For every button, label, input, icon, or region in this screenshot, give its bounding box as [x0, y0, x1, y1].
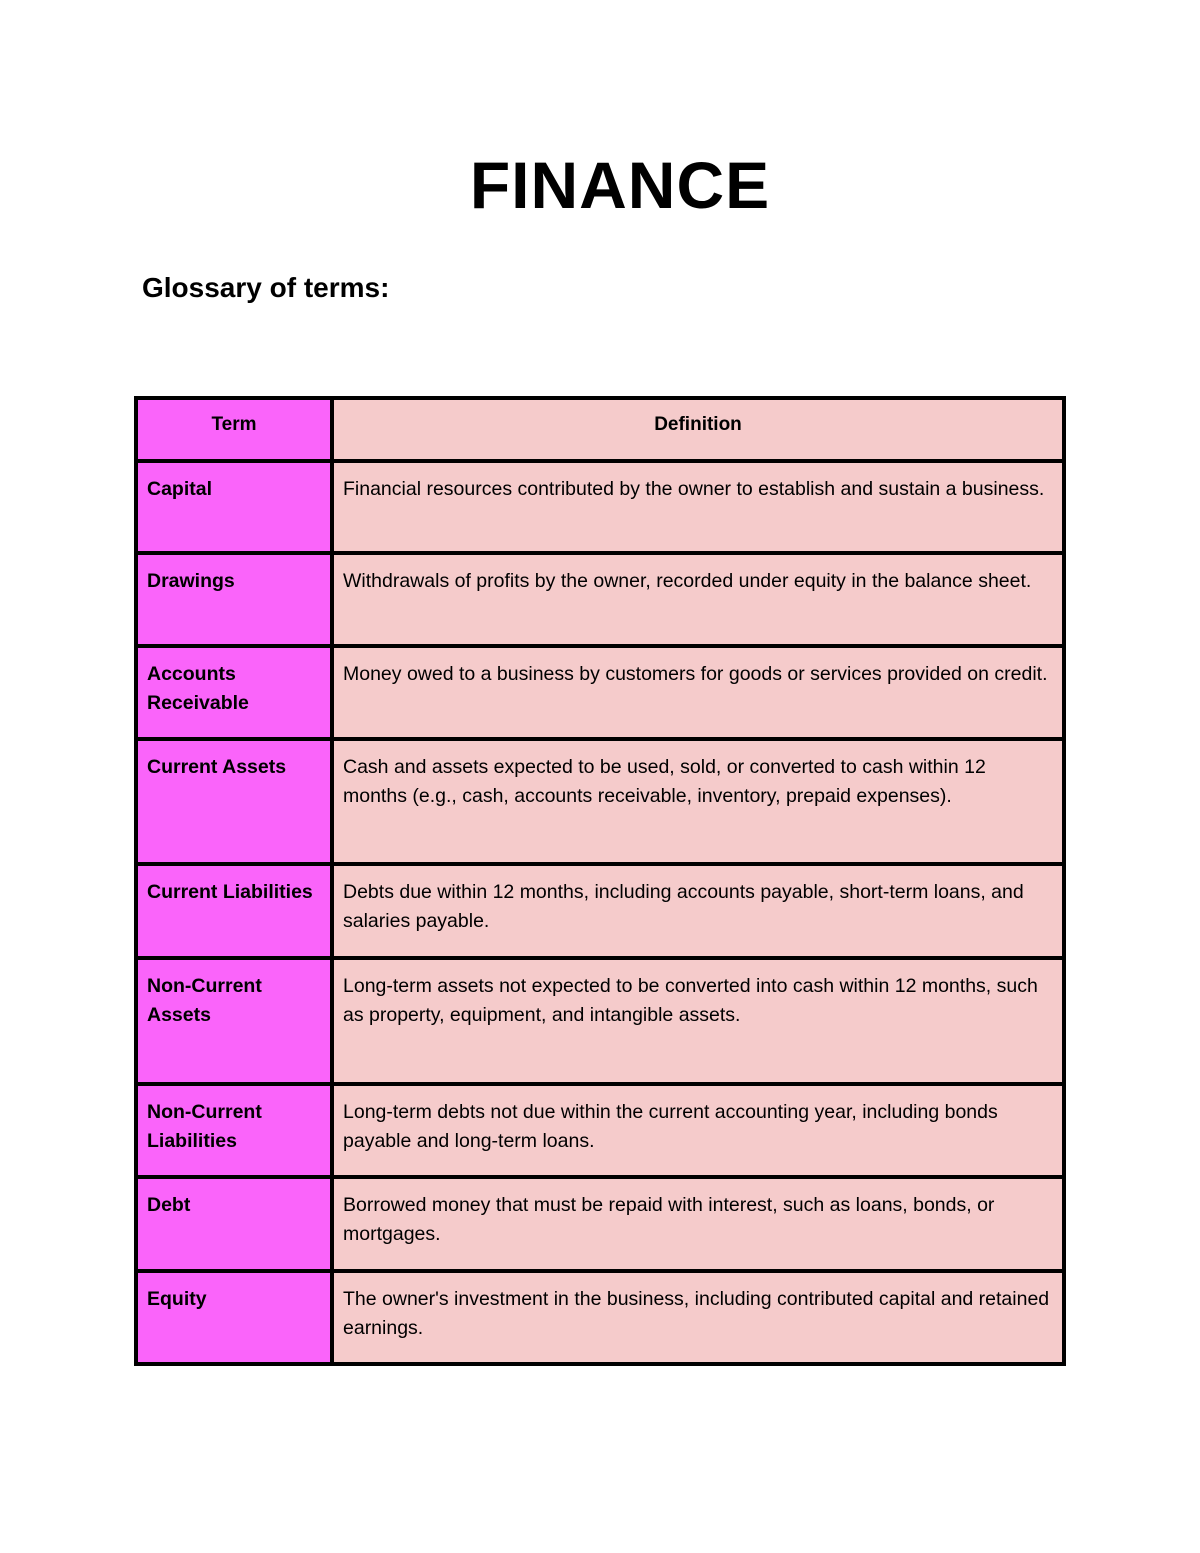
term-cell: Debt — [136, 1177, 332, 1271]
term-cell: Equity — [136, 1271, 332, 1364]
table-row — [136, 553, 1064, 646]
table-row — [136, 461, 1064, 553]
term-cell: Drawings — [136, 553, 332, 646]
table-row — [136, 864, 1064, 958]
table-row — [136, 739, 1064, 864]
term-cell: Accounts Receivable — [136, 646, 332, 739]
term-cell: Non-Current Liabilities — [136, 1084, 332, 1177]
definition-cell: Long-term debts not due within the current accounting year, including bonds payable and long-term loans. — [332, 1084, 1064, 1177]
table-row — [136, 1177, 1064, 1271]
table-row — [136, 1271, 1064, 1364]
definition-cell: Long-term assets not expected to be converted into cash within 12 months, such as property, equipment, and intangible assets. — [332, 958, 1064, 1084]
definition-cell: Debts due within 12 months, including accounts payable, short-term loans, and salaries payable. — [332, 864, 1064, 958]
definition-cell: Money owed to a business by customers for goods or services provided on credit. — [332, 646, 1064, 739]
term-cell: Current Liabilities — [136, 864, 332, 958]
glossary-table — [134, 396, 1066, 1366]
definition-cell: Financial resources contributed by the owner to establish and sustain a business. — [332, 461, 1064, 553]
header-term: Term — [136, 398, 332, 461]
table-header-row — [136, 398, 1064, 461]
page-title: FINANCE — [469, 148, 771, 222]
table-row — [136, 646, 1064, 739]
definition-cell: Borrowed money that must be repaid with interest, such as loans, bonds, or mortgages. — [332, 1177, 1064, 1271]
table-row — [136, 958, 1064, 1084]
definition-cell: Cash and assets expected to be used, sold, or converted to cash within 12 months (e.g., cash, accounts receivable, inventory, prepaid expenses). — [332, 739, 1064, 864]
header-definition: Definition — [332, 398, 1064, 461]
table-row — [136, 1084, 1064, 1177]
glossary-heading: Glossary of terms: — [142, 272, 390, 303]
term-cell: Capital — [136, 461, 332, 553]
term-cell: Current Assets — [136, 739, 332, 864]
term-cell: Non-Current Assets — [136, 958, 332, 1084]
definition-cell: The owner's investment in the business, including contributed capital and retained earnings. — [332, 1271, 1064, 1364]
definition-cell: Withdrawals of profits by the owner, recorded under equity in the balance sheet. — [332, 553, 1064, 646]
